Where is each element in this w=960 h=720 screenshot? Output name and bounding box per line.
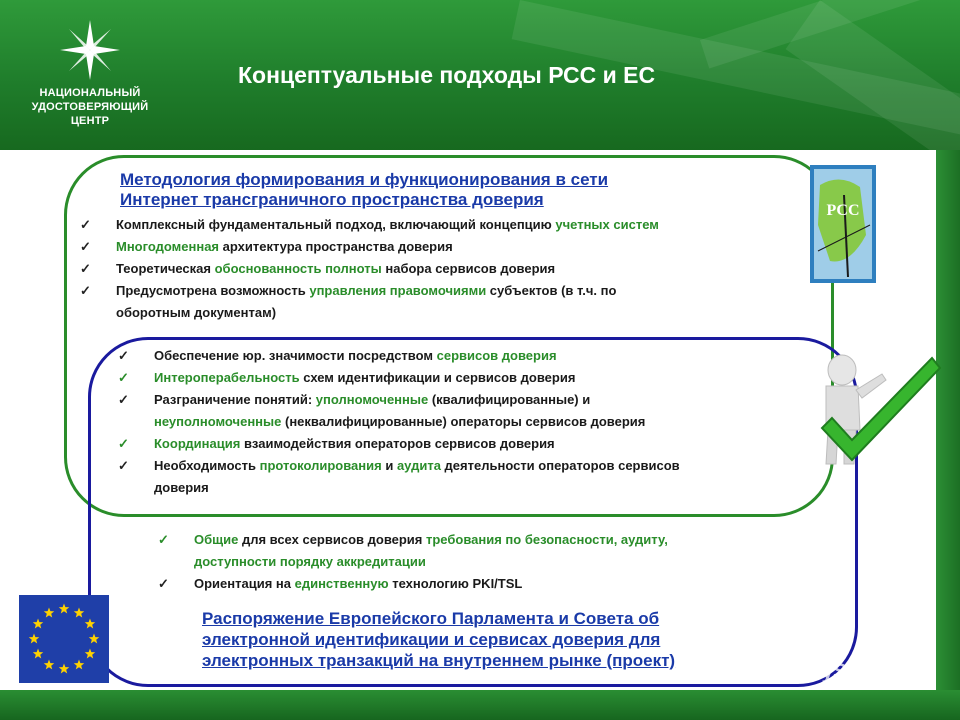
blue-section-heading [202,608,675,671]
item-text: Интероперабельность схем идентификации и сервисов доверия [154,370,576,385]
heading-line: Распоряжение Европейского Парламента и Совета об [202,609,660,628]
check-icon: ✓ [118,392,129,407]
check-icon: ✓ [80,261,91,276]
green-section-heading [120,170,608,210]
page-title: Концептуальные подходы РСС и ЕС [238,62,656,88]
list-item [80,236,659,258]
watermark-icon [770,662,798,682]
blue-section-list [158,529,668,595]
bottom-stripe [0,690,960,720]
checkmark-figure-icon [812,352,942,470]
item-text: Предусмотрена возможность управления правомочиями субъектов (в т.ч. по оборотным документам) [116,283,617,320]
overlap-section-list [118,345,680,499]
check-icon: ✓ [158,576,169,591]
logo-line: УДОСТОВЕРЯЮЩИЙ [31,101,149,113]
rcc-stamp-icon [810,165,876,283]
heading-line: Методология формирования и функционирования в сети [120,170,609,189]
item-text: Разграничение понятий: уполномоченные (квалифицированные) и неуполномоченные (неквалифицированные) операторы сервисов доверия [154,392,646,429]
list-item [118,455,680,499]
item-text: Координация взаимодействия операторов сервисов доверия [154,436,555,451]
list-item [118,389,680,433]
header-banner [0,0,960,150]
item-text: Необходимость протоколирования и аудита деятельности операторов сервисов доверия [154,458,680,495]
heading-line: электронных транзакций на внутреннем рынке (проект) [202,651,676,670]
logo-text [20,86,160,128]
check-icon: ✓ [118,436,129,451]
item-text: Обеспечение юр. значимости посредством сервисов доверия [154,348,557,363]
item-text: Общие для всех сервисов доверия требования по безопасности, аудиту, доступности порядку аккредитации [194,532,668,569]
check-icon: ✓ [118,458,129,473]
stamp-label: РСС [826,202,860,219]
heading-line: Интернет трансграничного пространства доверия [120,190,544,209]
item-text: Ориентация на единственную технологию PKI/TSL [194,576,523,591]
logo-line: НАЦИОНАЛЬНЫЙ [39,87,141,99]
item-text: Многодоменная архитектура пространства доверия [116,239,453,254]
list-item [118,367,680,389]
list-item [118,433,680,455]
check-icon: ✓ [80,239,91,254]
check-icon: ✓ [80,217,91,232]
list-item [158,573,668,595]
heading-line: электронной идентификации и сервисах доверия для [202,630,661,649]
list-item [80,258,659,280]
watermark-text: MyShared [804,660,905,683]
eu-flag-icon [19,595,109,683]
list-item [158,529,668,573]
item-text: Теоретическая обоснованность полноты набора сервисов доверия [116,261,556,276]
item-text: Комплексный фундаментальный подход, включающий концепцию учетных систем [116,217,659,232]
list-item [118,345,680,367]
check-icon: ✓ [118,348,129,363]
list-item [80,214,659,236]
logo-star-icon [58,18,122,82]
list-item [80,280,659,324]
watermark [770,660,904,684]
check-icon: ✓ [80,283,91,298]
check-icon: ✓ [118,370,129,385]
logo-line: ЦЕНТР [70,115,110,127]
check-icon: ✓ [158,532,169,547]
green-section-list [80,214,659,324]
